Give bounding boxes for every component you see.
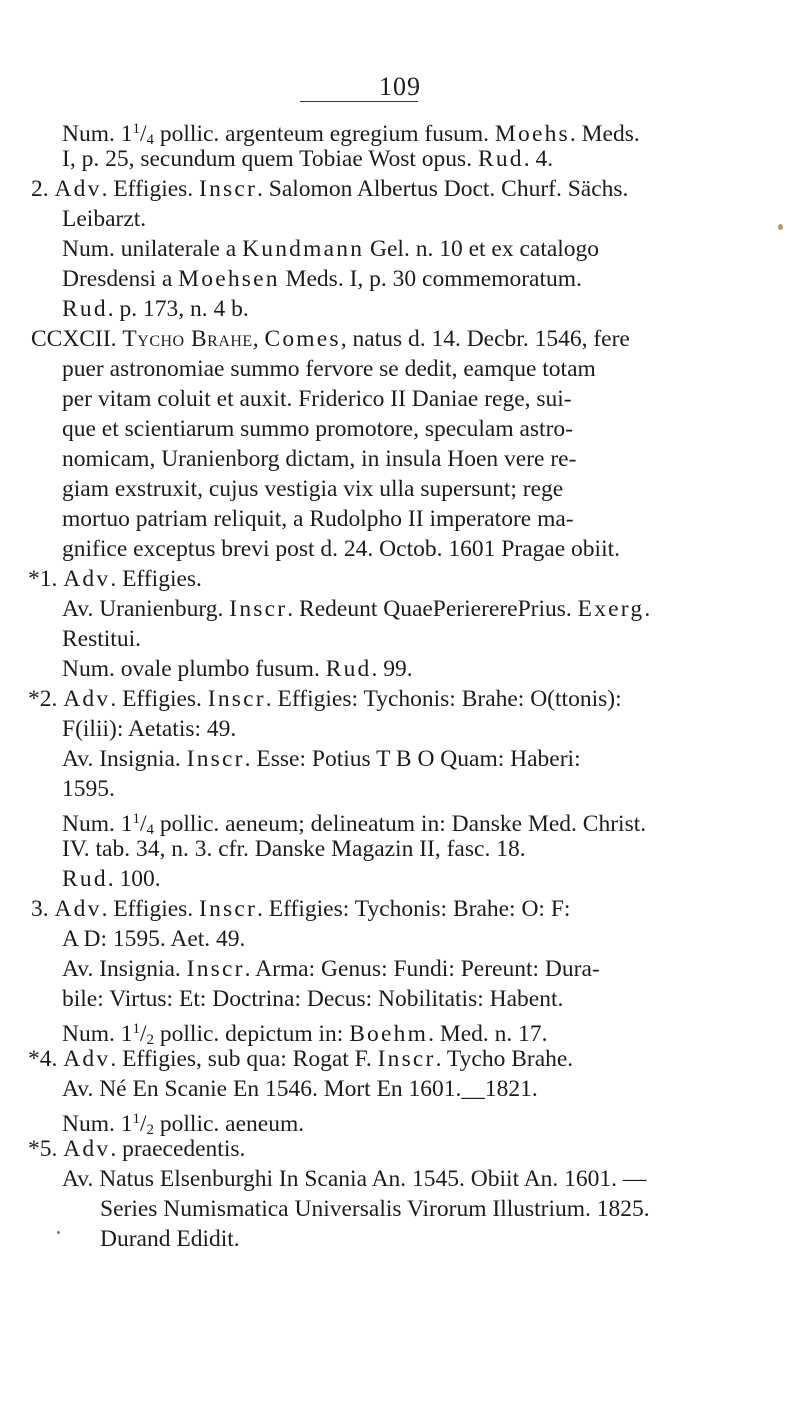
text-line: [62, 804, 762, 838]
text-line: [28, 564, 288, 594]
text-line: [62, 384, 762, 414]
text-run: Dresdensi a: [62, 266, 179, 292]
text-run: Series Numismatica Universalis Virorum Illustrium. 1825.: [100, 1196, 650, 1222]
text-line: [62, 234, 762, 264]
text-run: pollic. argenteum egregium fusum.: [154, 121, 495, 147]
text-run: puer astronomiae summo fervore se dedit, eamque totam: [62, 356, 596, 382]
spaced-text: Moehsen: [178, 266, 280, 292]
text-run: mortuo patriam reliquit, a Rudolpho II imperatore ma-: [62, 506, 574, 532]
text-run: . Effigies, sub qua: Rogat F.: [110, 1046, 378, 1072]
text-run: . 99.: [371, 656, 413, 682]
text-run: IV. tab. 34, n. 3. cfr. Danske Magazin II, fasc. 18.: [62, 836, 526, 862]
text-line: [62, 1014, 682, 1048]
text-run: per vitam coluit et auxit. Friderico II Daniae rege, sui-: [62, 386, 572, 412]
text-line: [62, 594, 762, 624]
text-run: pollic. aeneum; delineatum in: Danske Med. Christ.: [154, 811, 647, 837]
text-run: . Esse: Potius T B O Quam: Haberi:: [244, 746, 581, 772]
text-run: pollic. depictum in:: [154, 1021, 350, 1047]
text-run: Av. Uranienburg.: [62, 596, 230, 622]
text-line: [62, 264, 762, 294]
text-line: [62, 984, 762, 1014]
spaced-text: Inscr: [199, 896, 258, 922]
text-run: . Arma: Genus: Fundi: Pereunt: Dura-: [244, 956, 600, 982]
text-run: *4.: [28, 1046, 64, 1072]
spaced-text: Inscr: [199, 176, 258, 202]
paper-speck: [57, 1231, 60, 1234]
text-run: Av. Né En Scanie En 1546. Mort En 1601.__1821.: [62, 1076, 538, 1102]
text-line: [28, 1134, 328, 1164]
spaced-text: Boehm: [349, 1021, 429, 1047]
text-line: [62, 624, 262, 654]
text-line: [62, 834, 762, 864]
text-line: [62, 714, 362, 744]
text-run: . p. 173, n. 4 b.: [107, 296, 249, 322]
text-line: [62, 504, 762, 534]
paper-speck: [778, 224, 783, 230]
text-run: Gel. n. 10 et ex catalogo: [364, 236, 600, 262]
text-run: bile: Virtus: Et: Doctrina: Decus: Nobilitatis: Habent.: [62, 986, 564, 1012]
spaced-text: Rud: [62, 866, 108, 892]
text-line: [62, 1164, 762, 1194]
text-line: [62, 474, 762, 504]
text-run: Num. 1: [62, 811, 133, 837]
spaced-text: Inscr: [229, 596, 288, 622]
text-run: Restitui.: [62, 626, 141, 652]
fraction-denominator: 4: [146, 132, 155, 148]
text-line: [62, 294, 362, 324]
text-run: Durand Edidit.: [100, 1226, 240, 1252]
text-run: pollic. aeneum.: [154, 1111, 305, 1137]
spaced-text: Inscr: [207, 686, 266, 712]
text-run: . Redeunt QuaePeriererePrius.: [287, 596, 578, 622]
spaced-text: Adv: [63, 566, 111, 592]
text-line: [62, 354, 762, 384]
text-run: /: [140, 1111, 147, 1137]
text-line: [28, 1044, 762, 1074]
fraction-denominator: 2: [146, 1122, 155, 1138]
text-run: Av. Insignia.: [62, 956, 187, 982]
text-line: [62, 1074, 662, 1104]
text-run: . Tycho Brahe.: [435, 1046, 574, 1072]
text-run: Num. 1: [62, 1021, 133, 1047]
text-run: . Effigies.: [101, 896, 200, 922]
text-run: . praecedentis.: [110, 1136, 246, 1162]
text-line: [62, 534, 762, 564]
fraction-numerator: 1: [132, 121, 140, 137]
text-run: CCXCII.: [31, 326, 123, 352]
small-caps-name: Tycho Brahe: [122, 326, 253, 352]
spaced-text: Adv: [63, 1136, 111, 1162]
text-line: [62, 744, 762, 774]
text-run: . Med. n. 17.: [428, 1021, 548, 1047]
text-run: *1.: [28, 566, 64, 592]
text-run: . 100.: [107, 866, 161, 892]
text-line: [100, 1224, 400, 1254]
text-run: *5.: [28, 1136, 64, 1162]
spaced-text: Moehs: [494, 121, 570, 147]
text-run: nomicam, Uranienborg dictam, in insula Hoen vere re-: [62, 446, 577, 472]
text-run: . Effigies.: [101, 176, 200, 202]
text-run: ,: [252, 326, 265, 352]
text-run: Meds. I, p. 30 commemoratum.: [279, 266, 582, 292]
spaced-text: Adv: [54, 896, 102, 922]
fraction-denominator: 4: [146, 822, 155, 838]
text-line: [100, 1194, 762, 1224]
fraction-denominator: 2: [146, 1032, 155, 1048]
fraction-numerator: 1: [132, 811, 140, 827]
text-line: [62, 1104, 382, 1138]
text-run: Num. ovale plumbo fusum.: [62, 656, 326, 682]
text-run: Num. unilaterale a: [62, 236, 243, 262]
text-run: Av. Insignia.: [62, 746, 187, 772]
spaced-text: Comes: [264, 326, 341, 352]
spaced-text: Inscr: [186, 956, 245, 982]
text-run: que et scientiarum summo promotore, speculam astro-: [62, 416, 573, 442]
text-run: /: [140, 811, 147, 837]
text-run: . Effigies: Tychonis: Brahe: O: F:: [257, 896, 571, 922]
text-line: [62, 954, 762, 984]
text-run: /: [140, 121, 147, 147]
text-run: F(ilii): Aetatis: 49.: [62, 716, 237, 742]
text-run: 3.: [31, 896, 55, 922]
text-line: [62, 774, 182, 804]
text-run: *2.: [28, 686, 64, 712]
spaced-text: Rud: [325, 656, 372, 682]
text-line: [28, 684, 762, 714]
spaced-text: Kundmann: [242, 236, 365, 262]
text-run: . Salomon Albertus Doct. Churf. Sächs.: [257, 176, 629, 202]
text-run: . Effigies.: [110, 686, 208, 712]
fraction-numerator: 1: [132, 1111, 140, 1127]
text-run: , natus d. 14. Decbr. 1546, fere: [340, 326, 630, 352]
text-run: gnifice exceptus brevi post d. 24. Octob. 1601 Pragae obiit.: [62, 536, 620, 562]
spaced-text: Rud: [477, 146, 524, 172]
text-run: . Effigies.: [110, 566, 202, 592]
text-run: /: [140, 1021, 147, 1047]
text-run: A D: 1595. Aet. 49.: [62, 926, 246, 952]
page-number: 109: [379, 72, 421, 101]
text-line: [31, 894, 762, 924]
spaced-text: Rud: [62, 296, 108, 322]
text-run: Leibarzt.: [62, 206, 147, 232]
text-run: I, p. 25, secundum quem Tobiae Wost opus.: [62, 146, 478, 172]
text-run: . Effigies: Tychonis: Brahe: O(ttonis):: [265, 686, 622, 712]
spaced-text: Adv: [63, 1046, 111, 1072]
text-line: [62, 924, 362, 954]
text-run: giam exstruxit, cujus vestigia vix ulla supersunt; rege: [62, 476, 564, 502]
text-run: 2.: [31, 176, 55, 202]
text-line: [31, 174, 762, 204]
text-line: [62, 414, 762, 444]
text-run: Av. Natus Elsenburghi In Scania An. 1545. Obiit An. 1601. —: [62, 1166, 647, 1192]
text-line: [62, 144, 762, 174]
text-run: . Meds.: [569, 121, 640, 147]
spaced-text: Adv: [63, 686, 111, 712]
spaced-text: Inscr: [186, 746, 245, 772]
text-run: .: [644, 596, 651, 622]
text-run: . 4.: [523, 146, 554, 172]
text-line: [62, 114, 762, 148]
spaced-text: Adv: [54, 176, 102, 202]
text-run: 1595.: [62, 776, 115, 802]
text-line: [62, 864, 262, 894]
spaced-text: Inscr: [377, 1046, 436, 1072]
header-rule: [300, 101, 418, 102]
text-run: Num. 1: [62, 121, 133, 147]
text-run: Num. 1: [62, 1111, 133, 1137]
spaced-text: Exerg: [577, 596, 645, 622]
text-line: [62, 654, 502, 684]
text-line: [31, 324, 762, 354]
fraction-numerator: 1: [132, 1021, 140, 1037]
text-line: [62, 204, 262, 234]
text-line: [62, 444, 762, 474]
